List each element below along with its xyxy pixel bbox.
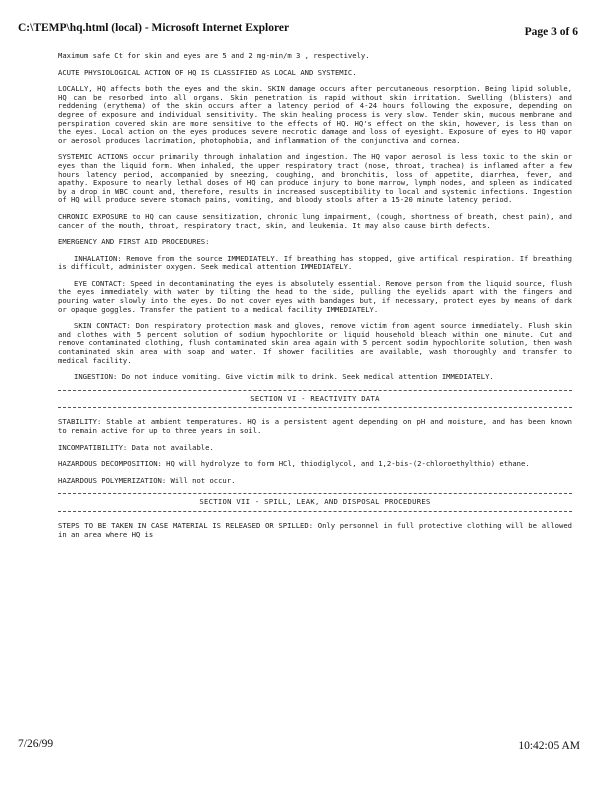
paragraph-eye-contact: EYE CONTACT: Speed in decontaminating the eyes is absolutely essential. Remove person from the liquid source, flush the eyes immediately with water by tilting the head to the side, pulling the eyelids apart with the fingers and pouring water slowly into the eyes. Do not cover eyes with bandages but, if necessary, protect eyes by means of dark or opaque goggles. Transfer the patient to a medical facility IMMEDIATELY. bbox=[58, 278, 572, 314]
section-vi-header bbox=[58, 390, 572, 409]
print-time: 10:42:05 AM bbox=[518, 740, 580, 752]
paragraph-hazardous-polymerization: HAZARDOUS POLYMERIZATION: Will not occur. bbox=[58, 475, 236, 485]
paragraph-inhalation: INHALATION: Remove from the source IMMEDIATELY. If breathing has stopped, give artifical respiration. If breathing is difficult, administer oxygen. Seek medical attention IMMEDIATELY. bbox=[58, 253, 572, 272]
section-vi-title: SECTION VI - REACTIVITY DATA bbox=[250, 393, 380, 403]
heading-first-aid: EMERGENCY AND FIRST AID PROCEDURES: bbox=[58, 237, 210, 247]
document-body bbox=[58, 52, 572, 547]
window-title: C:\TEMP\hq.html (local) - Microsoft Internet Explorer bbox=[18, 22, 290, 34]
paragraph-acute-action: ACUTE PHYSIOLOGICAL ACTION OF HQ IS CLASSIFIED AS LOCAL AND SYSTEMIC. bbox=[58, 67, 357, 77]
paragraph-max-safe-ct: Maximum safe Ct for skin and eyes are 5 and 2 mg-min/m 3 , respectively. bbox=[58, 51, 370, 60]
section-rule-top bbox=[58, 493, 572, 494]
paragraph-hazardous-decomposition: HAZARDOUS DECOMPOSITION: HQ will hydrolyze to form HCl, thiodiglycol, and 1,2-bis-(2-chloroethylthio) ethane. bbox=[58, 459, 530, 469]
paragraph-systemic-actions: SYSTEMIC ACTIONS occur primarily through inhalation and ingestion. The HQ vapor aerosol is less toxic to the skin or eyes than the liquid form. When inhaled, the upper respiratory tract (nose, throat, trachea) is inflamed after a few hours latency period, accompanied by sneezing, coughing, and bronchitis, loss of appetite, diarrhea, fever, and apathy. Exposure to nearly lethal doses of HQ can produce injury to bone marrow, lymph nodes, and spleen as indicated by a drop in WBC count and, therefore, results in increased susceptibility to local and systemic infections. Ingestion of HQ will produce severe stomach pains, vomiting, and bloody stools after a 15-20 minute latency period. bbox=[58, 152, 572, 205]
paragraph-stability: STABILITY: Stable at ambient temperatures. HQ is a persistent agent depending on pH and moisture, and has been known to remain active for up to three years in soil. bbox=[58, 417, 572, 435]
section-vii-header bbox=[58, 493, 572, 512]
section-rule-bottom bbox=[58, 407, 572, 408]
paragraph-locally: LOCALLY, HQ affects both the eyes and the skin. SKIN damage occurs after percutaneous resorption. Being lipid soluble, HQ can be resorbed into all organs. Skin penetration is rapid without skin irritation. Swelling (blisters) and reddening (erythema) of the skin occurs after a latency period of 4-24 hours following the exposure, depending on degree of exposure and individual sensitivity. The skin healing process is very slow. Tender skin, mucous membrane and perspiration covered skin are more sensitive to the effects of HQ. HQ's effect on the skin, however, is less than on the eyes. Local action on the eyes produces severe necrotic damage and loss of eyesight. Exposure of eyes to HQ vapor or aerosol produces lacrimation, photophobia, and inflammation of the conjunctiva and cornea. bbox=[58, 84, 572, 145]
section-rule-bottom bbox=[58, 511, 572, 512]
section-rule-top bbox=[58, 390, 572, 391]
section-vii-title: SECTION VII - SPILL, LEAK, AND DISPOSAL PROCEDURES bbox=[199, 497, 431, 507]
paragraph-spill-steps: STEPS TO BE TAKEN IN CASE MATERIAL IS RELEASED OR SPILLED: Only personnel in full protective clothing will be allowed in an area where HQ is bbox=[58, 520, 572, 539]
paragraph-ingestion: INGESTION: Do not induce vomiting. Give victim milk to drink. Seek medical attention IMMEDIATELY. bbox=[74, 372, 494, 382]
page-indicator: Page 3 of 6 bbox=[524, 26, 578, 38]
paragraph-skin-contact: SKIN CONTACT: Don respiratory protection mask and gloves, remove victim from agent source immediately. Flush skin and clothes with 5 percent solution of sodium hypochlorite or liquid household bleach within one minute. Cut and remove contaminated clothing, flush contaminated skin area again with 5 percent sodim hypochlorite solution, then wash contaminated skin area with soap and water. If shower facilities are available, wash thoroughly and transfer to medical facility. bbox=[58, 321, 572, 365]
paragraph-chronic-exposure: CHRONIC EXPOSURE to HQ can cause sensitization, chronic lung impairment, (cough, shortness of breath, chest pain), and cancer of the mouth, throat, respiratory tract, skin, and leukemia. It may also cause birth defects. bbox=[58, 211, 572, 230]
paragraph-incompatibility: INCOMPATIBILITY: Data not available. bbox=[58, 442, 214, 452]
print-date: 7/26/99 bbox=[18, 738, 54, 750]
